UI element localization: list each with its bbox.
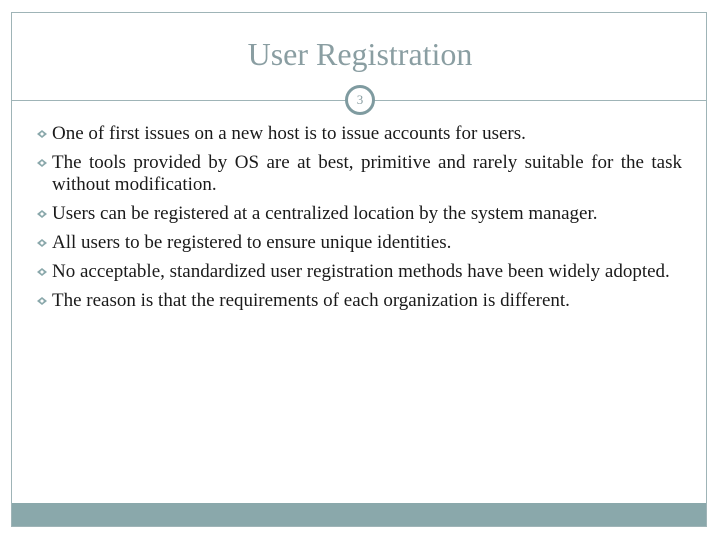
bullet-text: Users can be registered at a centralized location by the system manager.	[52, 203, 598, 224]
footer-bar	[12, 503, 706, 526]
diamond-arrow-bullet-icon	[36, 296, 48, 306]
bullet-text: All users to be registered to ensure unique identities.	[52, 232, 452, 253]
bullet-item	[36, 232, 682, 254]
bullet-item	[36, 290, 682, 312]
bullet-text: No acceptable, standardized user registration methods have been widely adopted.	[52, 261, 670, 282]
diamond-arrow-bullet-icon	[36, 209, 48, 219]
slide-title: User Registration	[247, 36, 473, 72]
diamond-arrow-bullet-icon	[36, 238, 48, 248]
bullet-text: One of first issues on a new host is to issue accounts for users.	[52, 123, 526, 144]
diamond-arrow-bullet-icon	[36, 158, 48, 168]
bullet-item	[36, 261, 682, 283]
page-number-badge: 3	[345, 85, 375, 115]
diamond-arrow-bullet-icon	[36, 267, 48, 277]
bullet-item	[36, 203, 682, 225]
bullet-text: The tools provided by OS are at best, primitive and rarely suitable for the task without modification.	[52, 152, 682, 195]
bullet-text: The reason is that the requirements of each organization is different.	[52, 290, 570, 311]
bullet-list	[36, 123, 682, 319]
bullet-item	[36, 152, 682, 196]
bullet-item	[36, 123, 682, 145]
diamond-arrow-bullet-icon	[36, 129, 48, 139]
